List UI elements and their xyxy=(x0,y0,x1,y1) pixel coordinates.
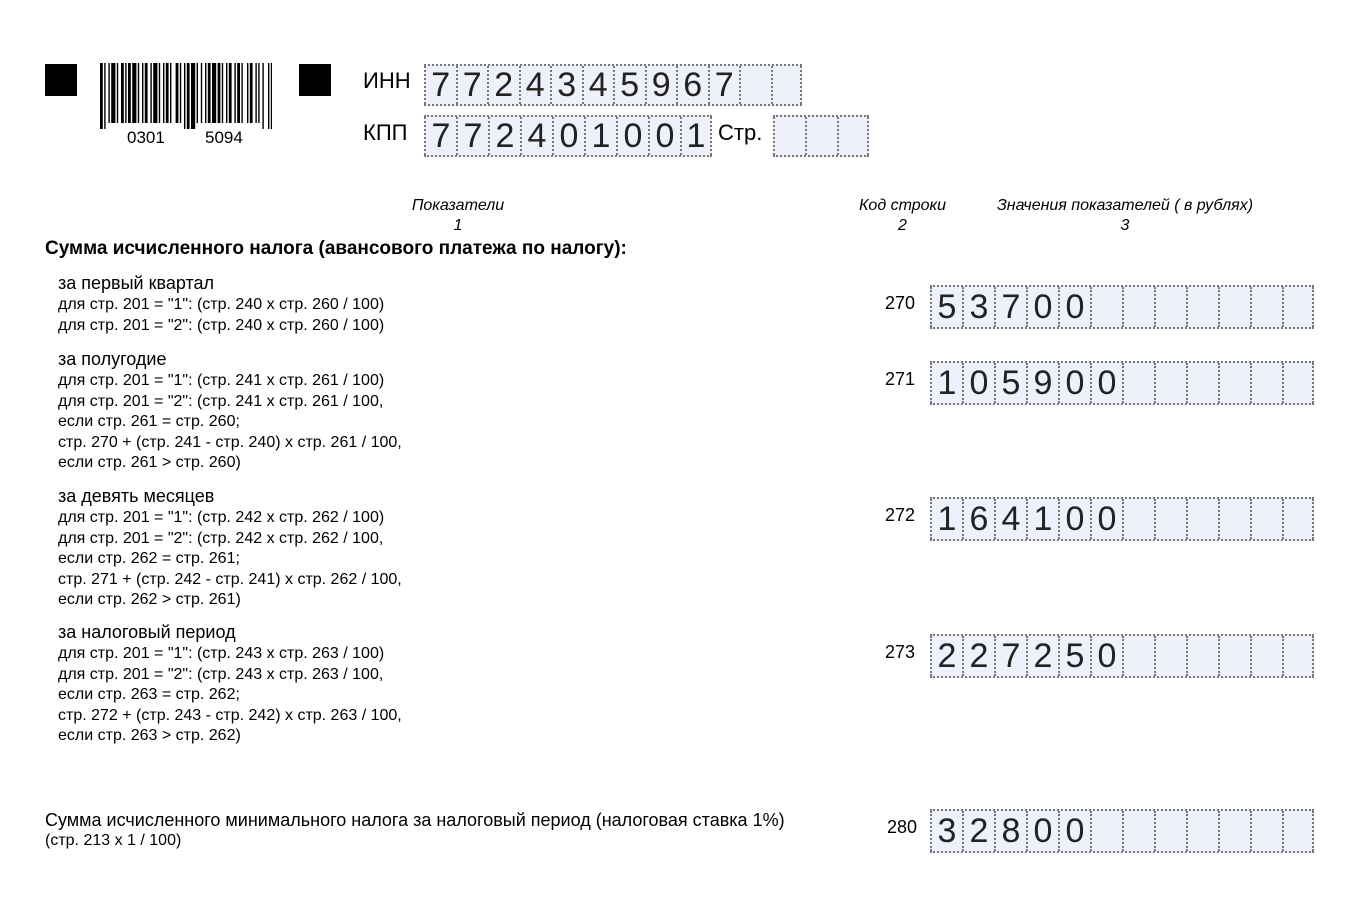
digit-cell[interactable]: 4 xyxy=(582,66,614,104)
column-2-header xyxy=(845,196,960,236)
digit-cell[interactable]: 2 xyxy=(930,636,962,676)
digit-cell[interactable]: 1 xyxy=(584,117,616,155)
row-273-formula: для стр. 201 = "1": (стр. 243 x стр. 263 / 100) для стр. 201 = "2": (стр. 243 x стр. 263 / 100, если стр. 263 = стр. 262; стр. 272 + (стр. 243 - стр. 242) x стр. 263 / 100, если стр. 263 > стр. 262) xyxy=(58,645,402,744)
digit-cell[interactable] xyxy=(739,66,771,104)
column-2-number: 2 xyxy=(898,217,907,234)
digit-cell[interactable]: 2 xyxy=(962,636,994,676)
digit-cell[interactable]: 0 xyxy=(1026,811,1058,851)
digit-cell[interactable] xyxy=(1186,499,1218,539)
barcode xyxy=(100,63,272,129)
digit-cell[interactable] xyxy=(771,66,803,104)
row-271-code: 271 xyxy=(885,369,916,389)
digit-cell[interactable]: 1 xyxy=(1026,499,1058,539)
row-273-code: 273 xyxy=(885,642,916,662)
page-label: Стр. xyxy=(718,120,763,145)
digit-cell[interactable] xyxy=(1282,499,1314,539)
digit-cell[interactable] xyxy=(1186,287,1218,327)
digit-cell[interactable]: 3 xyxy=(962,287,994,327)
digit-cell[interactable] xyxy=(1154,287,1186,327)
min-tax-value-field[interactable] xyxy=(930,809,1314,853)
digit-cell[interactable]: 0 xyxy=(1058,499,1090,539)
row-273-value-field[interactable] xyxy=(930,634,1314,678)
min-tax-title: Сумма исчисленного минимального налога за налоговый период (налоговая ставка 1%) xyxy=(45,810,785,830)
barcode-left-code: 0301 xyxy=(127,128,165,147)
digit-cell[interactable] xyxy=(1282,363,1314,403)
digit-cell[interactable] xyxy=(1154,499,1186,539)
digit-cell[interactable] xyxy=(1154,636,1186,676)
digit-cell[interactable]: 0 xyxy=(552,117,584,155)
digit-cell[interactable] xyxy=(1218,811,1250,851)
digit-cell[interactable] xyxy=(1122,636,1154,676)
row-270-title: за первый квартал xyxy=(58,273,215,293)
digit-cell[interactable] xyxy=(1218,287,1250,327)
page-number-field[interactable] xyxy=(773,115,869,157)
digit-cell[interactable]: 6 xyxy=(962,499,994,539)
digit-cell[interactable] xyxy=(1218,636,1250,676)
column-3-number: 3 xyxy=(1120,217,1130,234)
digit-cell[interactable]: 7 xyxy=(424,66,456,104)
digit-cell[interactable]: 9 xyxy=(645,66,677,104)
digit-cell[interactable]: 0 xyxy=(1090,636,1122,676)
digit-cell[interactable] xyxy=(1218,499,1250,539)
digit-cell[interactable]: 2 xyxy=(962,811,994,851)
row-271-title: за полугодие xyxy=(58,349,167,369)
row-270-value-field[interactable] xyxy=(930,285,1314,329)
digit-cell[interactable]: 7 xyxy=(456,66,488,104)
digit-cell[interactable] xyxy=(1250,287,1282,327)
row-272-title: за девять месяцев xyxy=(58,486,215,506)
row-272-formula: для стр. 201 = "1": (стр. 242 x стр. 262 / 100) для стр. 201 = "2": (стр. 242 x стр. 262 / 100, если стр. 262 = стр. 261; стр. 271 + (стр. 242 - стр. 241) x стр. 262 / 100, если стр. 262 > стр. 261) xyxy=(58,509,402,608)
corner-marker-right xyxy=(299,64,331,96)
digit-cell[interactable]: 0 xyxy=(1058,363,1090,403)
kpp-label: КПП xyxy=(363,120,408,145)
digit-cell[interactable]: 7 xyxy=(424,117,456,155)
digit-cell[interactable]: 3 xyxy=(550,66,582,104)
digit-cell[interactable] xyxy=(1218,363,1250,403)
digit-cell[interactable]: 5 xyxy=(613,66,645,104)
digit-cell[interactable] xyxy=(1250,363,1282,403)
digit-cell[interactable] xyxy=(1090,811,1122,851)
column-3-title: Значения показателей ( в рублях) xyxy=(996,197,1254,214)
digit-cell[interactable] xyxy=(1282,636,1314,676)
digit-cell[interactable] xyxy=(1154,363,1186,403)
digit-cell[interactable]: 0 xyxy=(1058,287,1090,327)
digit-cell[interactable]: 0 xyxy=(1090,363,1122,403)
digit-cell[interactable] xyxy=(1122,287,1154,327)
digit-cell[interactable] xyxy=(805,117,837,155)
column-1-title: Показатели xyxy=(411,197,505,214)
digit-cell[interactable] xyxy=(1250,499,1282,539)
digit-cell[interactable]: 3 xyxy=(930,811,962,851)
digit-cell[interactable] xyxy=(1122,499,1154,539)
digit-cell[interactable] xyxy=(837,117,869,155)
digit-cell[interactable]: 0 xyxy=(648,117,680,155)
column-1-header xyxy=(358,196,558,236)
digit-cell[interactable] xyxy=(1090,287,1122,327)
row-272-code: 272 xyxy=(885,505,916,525)
digit-cell[interactable]: 9 xyxy=(1026,363,1058,403)
column-3-header xyxy=(970,196,1280,236)
digit-cell[interactable]: 0 xyxy=(1090,499,1122,539)
digit-cell[interactable] xyxy=(1154,811,1186,851)
digit-cell[interactable]: 5 xyxy=(1058,636,1090,676)
digit-cell[interactable]: 5 xyxy=(994,363,1026,403)
digit-cell[interactable]: 0 xyxy=(1026,287,1058,327)
min-tax-code: 280 xyxy=(887,817,918,837)
row-271-value-field[interactable] xyxy=(930,361,1314,405)
row-272-value-field[interactable] xyxy=(930,497,1314,541)
digit-cell[interactable]: 7 xyxy=(994,287,1026,327)
digit-cell[interactable]: 7 xyxy=(456,117,488,155)
digit-cell[interactable] xyxy=(1250,811,1282,851)
digit-cell[interactable]: 8 xyxy=(994,811,1026,851)
row-270-code: 270 xyxy=(885,293,916,313)
corner-marker-left xyxy=(45,64,77,96)
inn-field[interactable] xyxy=(424,64,802,106)
column-2-title: Код строки xyxy=(858,197,946,214)
digit-cell[interactable] xyxy=(1250,636,1282,676)
digit-cell[interactable]: 0 xyxy=(1058,811,1090,851)
digit-cell[interactable]: 2 xyxy=(488,117,520,155)
digit-cell[interactable]: 2 xyxy=(487,66,519,104)
digit-cell[interactable] xyxy=(1186,363,1218,403)
row-271-formula: для стр. 201 = "1": (стр. 241 x стр. 261 / 100) для стр. 201 = "2": (стр. 241 x стр. 261 / 100, если стр. 261 = стр. 260; стр. 270 + (стр. 241 - стр. 240) x стр. 261 / 100, если стр. 261 > стр. 260) xyxy=(58,372,402,471)
digit-cell[interactable]: 0 xyxy=(616,117,648,155)
digit-cell[interactable]: 1 xyxy=(680,117,712,155)
digit-cell[interactable] xyxy=(1282,811,1314,851)
inn-label: ИНН xyxy=(363,68,411,93)
digit-cell[interactable] xyxy=(1122,363,1154,403)
digit-cell[interactable] xyxy=(1186,811,1218,851)
digit-cell[interactable]: 5 xyxy=(930,287,962,327)
digit-cell[interactable] xyxy=(1186,636,1218,676)
digit-cell[interactable]: 0 xyxy=(962,363,994,403)
digit-cell[interactable] xyxy=(1282,287,1314,327)
kpp-field[interactable] xyxy=(424,115,712,157)
digit-cell[interactable]: 2 xyxy=(1026,636,1058,676)
digit-cell[interactable]: 7 xyxy=(708,66,740,104)
digit-cell[interactable]: 1 xyxy=(930,499,962,539)
digit-cell[interactable] xyxy=(1122,811,1154,851)
section-title: Сумма исчисленного налога (авансового платежа по налогу): xyxy=(45,238,627,259)
digit-cell[interactable]: 7 xyxy=(994,636,1026,676)
digit-cell[interactable]: 4 xyxy=(994,499,1026,539)
column-1-number: 1 xyxy=(453,217,463,234)
barcode-right-code: 5094 xyxy=(205,128,243,147)
digit-cell[interactable]: 1 xyxy=(930,363,962,403)
row-270-formula: для стр. 201 = "1": (стр. 240 x стр. 260 / 100) для стр. 201 = "2": (стр. 240 x стр. 260 / 100) xyxy=(58,296,385,334)
row-273-title: за налоговый период xyxy=(58,622,236,642)
digit-cell[interactable]: 4 xyxy=(519,66,551,104)
min-tax-formula: (стр. 213 x 1 / 100) xyxy=(45,832,182,849)
digit-cell[interactable]: 6 xyxy=(676,66,708,104)
digit-cell[interactable] xyxy=(773,117,805,155)
digit-cell[interactable]: 4 xyxy=(520,117,552,155)
